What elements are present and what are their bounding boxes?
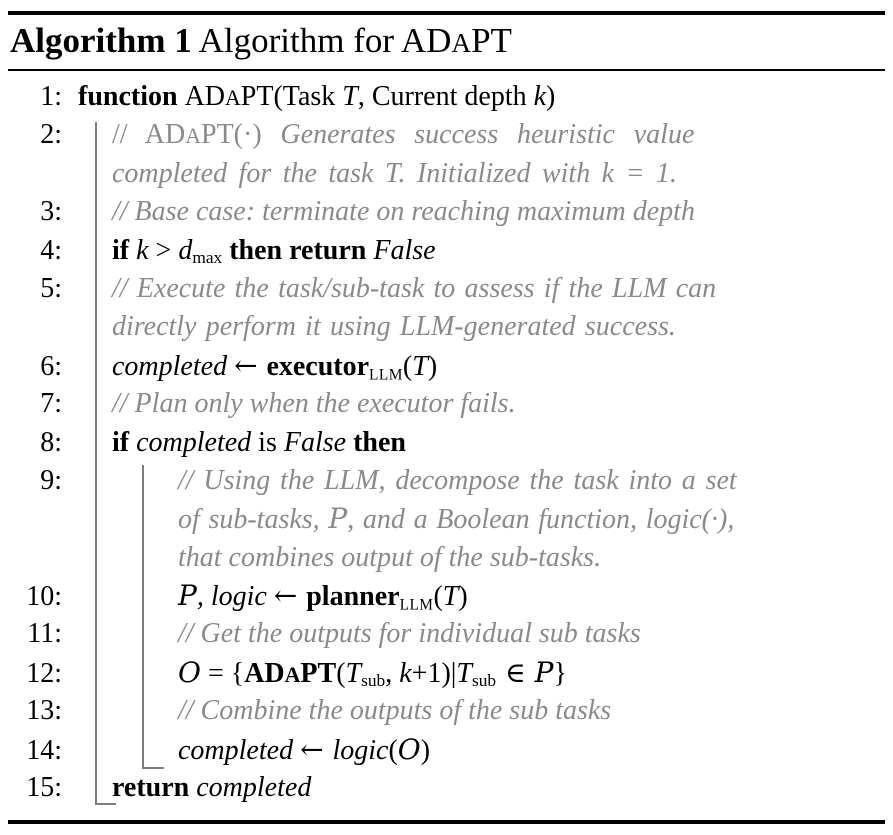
text-segment: if <box>112 234 137 266</box>
algorithm-line <box>0 615 893 653</box>
text-segment: LLM <box>369 366 403 384</box>
text-segment: A <box>451 28 472 58</box>
top-rule <box>8 11 885 15</box>
text-segment: A <box>284 662 301 687</box>
text-segment: AD <box>184 81 226 112</box>
algorithm-line <box>0 116 893 154</box>
algorithm-line <box>0 539 893 577</box>
line-number: 10: <box>26 581 62 613</box>
line-number: 15: <box>26 772 62 804</box>
text-segment: executor <box>266 350 370 382</box>
text-segment: ← <box>300 732 333 766</box>
text-segment: ( <box>433 581 443 613</box>
line-number: 12: <box>26 657 62 689</box>
line-number: 7: <box>40 388 62 420</box>
text-segment: planner <box>306 581 400 613</box>
text-segment: completed <box>178 734 301 766</box>
text-segment: AD <box>144 119 186 151</box>
algorithm-line <box>0 78 893 116</box>
text-segment: max <box>192 247 223 267</box>
text-segment: // Combine the outputs of the sub tasks <box>178 695 612 727</box>
text-segment: T <box>412 350 428 382</box>
text-segment: directly perform it using LLM-generated success. <box>112 311 676 343</box>
inner-block-indent-line-foot <box>142 767 164 769</box>
text-segment: Algorithm for AD <box>191 21 452 60</box>
line-content <box>62 388 516 419</box>
text-segment: Generates success heuristic value <box>261 119 695 151</box>
text-segment: ← <box>273 579 307 613</box>
text-segment: ) <box>458 581 468 613</box>
text-segment: ) <box>546 81 556 112</box>
line-content <box>62 273 716 304</box>
algorithm-line <box>0 155 893 193</box>
line-content <box>62 695 611 726</box>
algorithm-line <box>0 731 893 769</box>
inner-block-indent-line <box>142 465 144 769</box>
line-content <box>62 618 641 649</box>
line-number: 14: <box>26 734 62 766</box>
line-content <box>62 655 567 690</box>
line-content <box>62 732 431 766</box>
mid-rule <box>8 69 885 71</box>
text-segment: +1)| <box>411 657 457 689</box>
line-content <box>62 158 677 189</box>
text-segment: LLM <box>399 596 434 614</box>
text-segment: AD <box>244 657 285 689</box>
algorithm-line <box>0 500 893 538</box>
line-content <box>62 427 406 458</box>
text-segment: completed <box>136 426 252 458</box>
text-segment: , Current depth <box>357 81 534 112</box>
text-segment: // Get the outputs for individual sub tasks <box>178 618 641 650</box>
algorithm-line <box>0 232 893 270</box>
text-segment: False <box>373 234 436 266</box>
text-segment: that combines output of the sub-tasks. <box>178 541 602 573</box>
outer-block-indent-line <box>95 122 97 805</box>
text-segment: completed <box>196 772 312 804</box>
text-segment: ) <box>427 350 438 382</box>
line-number: 1: <box>40 81 62 112</box>
algorithm-line <box>0 654 893 692</box>
text-segment: // Using the LLM, decompose the task into a set <box>178 464 737 496</box>
line-number: 13: <box>26 695 62 727</box>
text-segment: completed <box>112 350 235 382</box>
line-content <box>62 348 438 384</box>
algorithm-body <box>0 78 893 807</box>
line-content <box>62 196 695 227</box>
outer-block-indent-line-foot <box>95 803 116 805</box>
text-segment: ( <box>388 734 398 766</box>
text-segment: k <box>399 657 412 689</box>
text-segment: ( <box>402 350 413 382</box>
text-segment: completed for the task T. Initialized with k = 1. <box>112 157 677 189</box>
text-segment: PT <box>300 657 337 689</box>
text-segment: // Execute the task/sub-task to assess if the LLM can <box>112 272 717 304</box>
text-segment: , logic <box>196 581 274 613</box>
line-number: 11: <box>27 618 62 650</box>
text-segment: d <box>178 234 193 266</box>
algorithm-line <box>0 577 893 615</box>
text-segment: P <box>178 579 197 613</box>
text-segment: ( <box>336 657 346 689</box>
text-segment: O <box>178 655 201 689</box>
line-content <box>62 311 676 342</box>
line-content <box>62 81 555 112</box>
text-segment: T <box>342 81 358 112</box>
line-number: 6: <box>40 350 62 382</box>
line-number: 5: <box>40 272 62 304</box>
text-segment: ) <box>420 734 431 766</box>
algorithm-line <box>0 385 893 423</box>
line-content <box>62 465 737 496</box>
text-segment: T <box>442 581 459 613</box>
line-content <box>62 504 734 535</box>
text-segment: logic <box>332 734 389 766</box>
text-segment: then return <box>222 234 374 266</box>
text-segment: T <box>345 657 362 689</box>
text-segment: // <box>112 119 145 151</box>
line-number: 4: <box>40 234 62 266</box>
algorithm-line <box>0 462 893 500</box>
text-segment: is <box>251 426 284 458</box>
algorithm-line <box>0 193 893 231</box>
line-content <box>62 581 468 612</box>
line-number: 8: <box>40 426 62 458</box>
text-segment: = { <box>200 657 245 689</box>
line-content <box>62 119 694 150</box>
text-segment: P <box>534 655 554 689</box>
line-number: 3: <box>40 196 62 228</box>
line-content <box>62 772 311 803</box>
text-segment: A <box>185 124 201 149</box>
text-segment: PT(Task <box>240 81 343 112</box>
text-segment: ← <box>234 348 267 382</box>
text-segment: T <box>456 657 472 689</box>
text-segment: k <box>136 234 149 266</box>
text-segment: k <box>533 81 547 112</box>
algorithm-line <box>0 308 893 346</box>
text-segment: sub <box>471 670 497 690</box>
text-segment: sub <box>361 670 386 690</box>
text-segment: PT <box>471 21 512 60</box>
line-number: 2: <box>40 119 62 151</box>
text-segment: return <box>112 772 197 804</box>
text-segment: of sub-tasks, <box>178 504 329 536</box>
algorithm-line <box>0 270 893 308</box>
text-segment: } <box>553 657 567 689</box>
text-segment: > <box>148 234 179 266</box>
text-segment: , and a Boolean function, logic(·), <box>347 504 735 536</box>
algorithm-line <box>0 692 893 730</box>
text-segment: // Plan only when the executor fails. <box>112 388 516 420</box>
bottom-rule <box>8 820 885 824</box>
text-segment: P <box>328 502 348 536</box>
text-segment: A <box>225 86 241 110</box>
text-segment: // Base case: terminate on reaching maximum depth <box>112 196 695 228</box>
line-content <box>62 235 436 266</box>
text-segment: , <box>385 657 400 689</box>
algorithm-line <box>0 347 893 385</box>
text-segment: then <box>346 426 406 458</box>
algorithm-line <box>0 769 893 807</box>
text-segment: if <box>112 426 137 458</box>
algorithm-line <box>0 424 893 462</box>
text-segment: O <box>397 732 421 766</box>
text-segment: PT(·) <box>201 119 262 151</box>
text-segment: ∈ <box>496 655 535 689</box>
line-number: 9: <box>40 464 62 496</box>
text-segment: function <box>78 81 185 112</box>
text-segment: Algorithm 1 <box>10 21 192 60</box>
text-segment: False <box>283 426 347 458</box>
algorithm-title <box>10 21 512 63</box>
